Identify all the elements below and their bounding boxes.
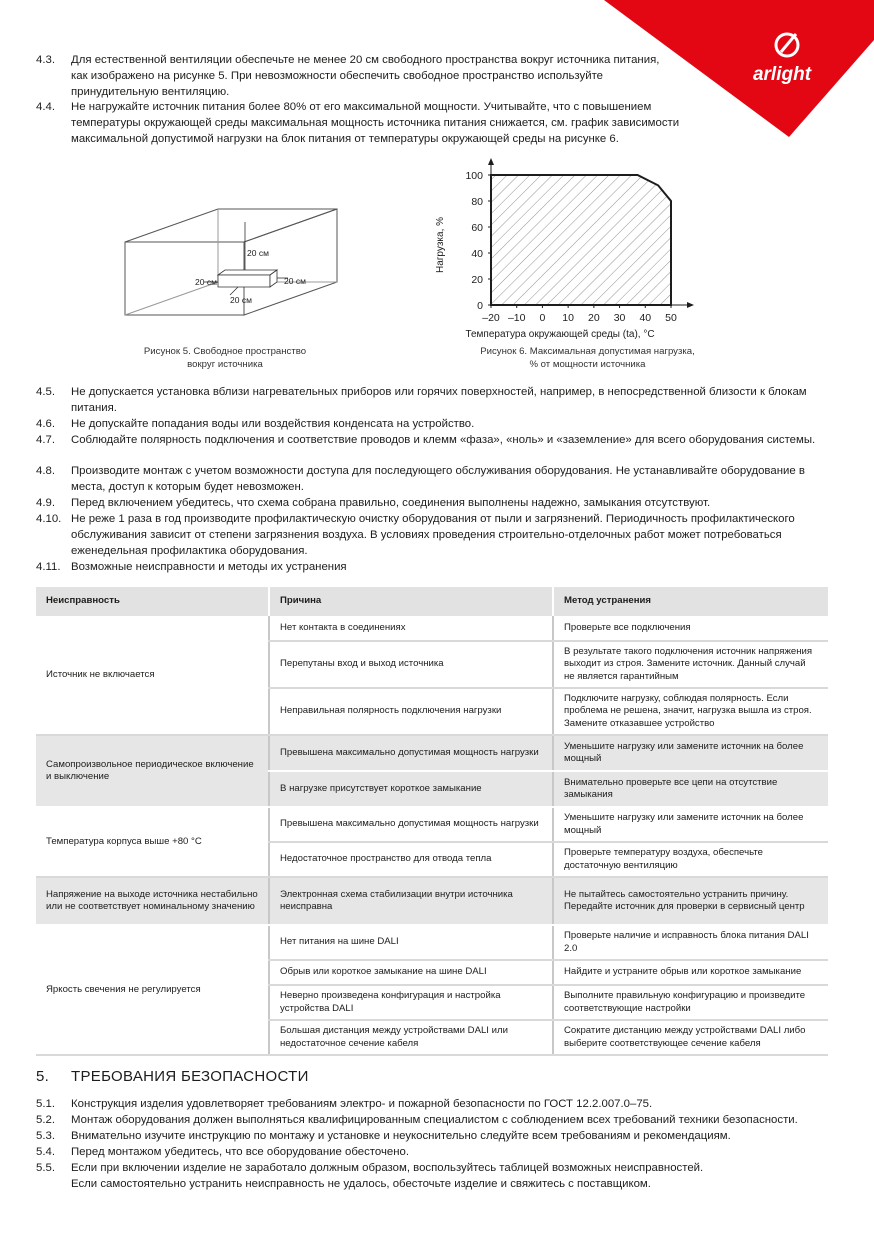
item-text: Если при включении изделие не заработало должным образом, воспользуйтесь таблицей возможных неисправностей. Если самостоятельно устранить неисправность не удалось, обесточьте изделие и свяжитесь с поставщиком. <box>71 1162 704 1190</box>
cause-cell: Неверно произведена конфигурация и настройка устройства DALI <box>269 985 553 1020</box>
problem-cell: Яркость свечения не регулируется <box>36 925 269 1055</box>
x-tick-label: 10 <box>562 312 574 324</box>
item-number: 5.4. <box>36 1146 55 1158</box>
x-tick-label: 30 <box>613 312 626 324</box>
cause-cell: Превышена максимально допустимая мощность нагрузки <box>269 735 553 771</box>
box-top-face <box>125 209 337 242</box>
item-text: Перед монтажом убедитесь, что все оборудование обесточено. <box>71 1146 410 1158</box>
item-number: 5.3. <box>36 1130 55 1142</box>
fix-cell: Уменьшите нагрузку или замените источник на более мощный <box>553 807 828 842</box>
problem-cell: Напряжение на выходе источника нестабильно или не соответствует номинальному значению <box>36 877 269 925</box>
item-text: Конструкция изделия удовлетворяет требованиям электро- и пожарной безопасности по ГОСТ 12.2.007.0–75. <box>71 1098 653 1110</box>
cause-cell: Неправильная полярность подключения нагрузки <box>269 688 553 735</box>
figure-5-diagram <box>110 200 360 325</box>
list-item <box>36 463 836 495</box>
cause-cell: В нагрузке присутствует короткое замыкание <box>269 771 553 807</box>
item-number: 4.5. <box>36 386 55 398</box>
item-text: Для естественной вентиляции обеспечьте не менее 20 см свободного пространства вокруг источника питания, как изображено на рисунке 5. При невозможности обеспечить свободное пространство используйте принудительную вентиляцию. <box>71 54 660 98</box>
column-header: Неисправность <box>36 587 269 616</box>
fix-cell: Сократите дистанцию между устройствами DALI либо выберите соответствующее сечение кабеля <box>553 1020 828 1055</box>
list-item <box>36 1096 836 1112</box>
item-number: 5.5. <box>36 1162 55 1174</box>
caption-line: Рисунок 5. Свободное пространство <box>143 346 307 357</box>
list-item <box>36 52 836 100</box>
problem-cell: Самопроизвольное периодическое включение и выключение <box>36 735 269 807</box>
table-row <box>36 616 828 641</box>
x-tick-label: 0 <box>539 312 546 324</box>
box-side-face <box>244 209 337 315</box>
fix-cell: Проверьте все подключения <box>553 616 828 641</box>
faults-table <box>36 587 828 1056</box>
figure-5-caption <box>120 346 330 371</box>
table-row <box>36 735 828 771</box>
table-header-row <box>36 587 828 616</box>
figure-6-chart <box>425 155 715 345</box>
column-header: Причина <box>269 587 553 616</box>
list-item <box>36 495 836 511</box>
fix-cell: Проверьте температуру воздуха, обеспечьте достаточную вентиляцию <box>553 842 828 877</box>
list-item <box>36 559 836 575</box>
y-axis-arrow-icon <box>488 158 494 165</box>
x-tick-label: 40 <box>639 312 652 324</box>
item-number: 4.10. <box>36 513 62 525</box>
item-number: 4.8. <box>36 465 55 477</box>
item-number: 4.11. <box>36 561 61 573</box>
list-item <box>36 416 836 432</box>
cause-cell: Нет контакта в соединениях <box>269 616 553 641</box>
section-number: 5. <box>36 1068 50 1085</box>
item-number: 5.1. <box>36 1098 55 1110</box>
list-item <box>36 1144 836 1160</box>
table-row <box>36 807 828 842</box>
item-text: Перед включением убедитесь, что схема собрана правильно, соединения выполнены надежно, замыкания отсутствуют. <box>71 497 711 509</box>
label-top: 20 см <box>247 248 269 258</box>
item-text: Производите монтаж с учетом возможности доступа для последующего обслуживания оборудования. Не устанавливайте оборудование в места, доступ к которым будет невозможен. <box>71 465 805 493</box>
list-item <box>36 1128 836 1144</box>
list-item <box>36 432 836 448</box>
fix-cell: Проверьте наличие и исправность блока питания DALI 2.0 <box>553 925 828 960</box>
item-number: 4.3. <box>36 54 55 66</box>
label-left: 20 см <box>195 277 217 287</box>
x-tick-label: –10 <box>507 312 526 324</box>
column-header: Метод устранения <box>553 587 828 616</box>
fix-cell: В результате такого подключения источник напряжения выходит из строя. Замените источник. Данный случай не является гарантийным <box>553 641 828 688</box>
chart-x-label: Температура окружающей среды (ta), °C <box>465 329 655 340</box>
caption-line: Рисунок 6. Максимальная допустимая нагрузка, <box>480 346 695 357</box>
x-tick-label: 50 <box>665 312 677 324</box>
list-item <box>36 384 836 416</box>
fix-cell: Найдите и устраните обрыв или короткое замыкание <box>553 960 828 985</box>
cause-cell: Перепутаны вход и выход источника <box>269 641 553 688</box>
item-text: Соблюдайте полярность подключения и соответствие проводов и клемм «фаза», «ноль» и «заземление» для всего оборудования системы. <box>71 434 816 446</box>
table-row <box>36 877 828 925</box>
y-tick-label: 60 <box>471 222 483 234</box>
item-number: 4.7. <box>36 434 55 446</box>
item-number: 4.4. <box>36 101 55 113</box>
item-text: Монтаж оборудования должен выполняться квалифицированным специалистом с соблюдением всех требований техники безопасности. <box>71 1114 798 1126</box>
cause-cell: Нет питания на шине DALI <box>269 925 553 960</box>
list-item <box>36 1112 836 1128</box>
label-right: 20 см <box>284 276 306 286</box>
fix-cell: Выполните правильную конфигурацию и произведите соответствующие настройки <box>553 985 828 1020</box>
section-title: ТРЕБОВАНИЯ БЕЗОПАСНОСТИ <box>71 1068 309 1085</box>
load-area <box>491 175 671 305</box>
item-number: 4.6. <box>36 418 55 430</box>
table-row <box>36 925 828 960</box>
figure-6-caption <box>455 346 720 371</box>
x-tick-label: –20 <box>482 312 500 324</box>
psu-block <box>218 270 277 287</box>
fix-cell: Уменьшите нагрузку или замените источник на более мощный <box>553 735 828 771</box>
fix-cell: Внимательно проверьте все цепи на отсутствие замыкания <box>553 771 828 807</box>
cause-cell: Большая дистанция между устройствами DALI или недостаточное сечение кабеля <box>269 1020 553 1055</box>
item-number: 5.2. <box>36 1114 55 1126</box>
caption-line: % от мощности источника <box>529 358 646 370</box>
chart-y-label: Нагрузка, % <box>435 216 446 274</box>
problem-cell: Источник не включается <box>36 616 269 735</box>
item-text: Не нагружайте источник питания более 80% от его максимальной мощности. Учитывайте, что с повышением температуры окружающей среды максимальная мощность источника питания снижается, см. график зависимости максимальной допустимой нагрузки на блок питания от температуры окружающей среды на рисунке 6. <box>71 101 680 145</box>
item-text: Возможные неисправности и методы их устранения <box>71 561 347 573</box>
section-heading <box>36 1068 309 1085</box>
list-item <box>36 511 836 559</box>
problem-cell: Температура корпуса выше +80 °С <box>36 807 269 877</box>
x-axis-arrow-icon <box>687 302 694 308</box>
cause-cell: Электронная схема стабилизации внутри источника неисправна <box>269 877 553 925</box>
list-item <box>36 99 836 147</box>
item-number: 4.9. <box>36 497 55 509</box>
item-text: Не допускается установка вблизи нагревательных приборов или горячих поверхностей, например, в непосредственной близости к блокам питания. <box>71 386 807 414</box>
item-text: Внимательно изучите инструкцию по монтажу и установке и неукоснительно следуйте всем требованиям и рекомендациям. <box>71 1130 731 1142</box>
item-text: Не допускайте попадания воды или воздействия конденсата на устройство. <box>71 418 475 430</box>
y-tick-label: 40 <box>471 248 483 260</box>
cause-cell: Превышена максимально допустимая мощность нагрузки <box>269 807 553 842</box>
caption-line: вокруг источника <box>187 358 263 370</box>
list-item <box>36 1160 836 1192</box>
y-tick-label: 100 <box>465 170 483 182</box>
brand-logo: arlight <box>752 64 812 85</box>
x-tick-label: 20 <box>588 312 600 324</box>
y-tick-label: 20 <box>471 274 483 286</box>
cause-cell: Недостаточное пространство для отвода тепла <box>269 842 553 877</box>
fix-cell: Подключите нагрузку, соблюдая полярность. Если проблема не решена, значит, нагрузка вышла из строя. Замените отказавшее устройство <box>553 688 828 735</box>
y-tick-label: 0 <box>477 300 483 312</box>
label-front: 20 см <box>230 295 252 305</box>
item-text: Не реже 1 раза в год производите профилактическую очистку оборудования от пыли и загрязнений. Периодичность профилактического обслуживания зависит от степени загрязнения воздуха. В условиях проведения строительно-отделочных работ может потребоваться еженедельная профилактика оборудования. <box>71 513 795 557</box>
fix-cell: Не пытайтесь самостоятельно устранить причину. Передайте источник для проверки в сервисный центр <box>553 877 828 925</box>
y-tick-label: 80 <box>471 196 483 208</box>
cause-cell: Обрыв или короткое замыкание на шине DALI <box>269 960 553 985</box>
chart-plot <box>491 175 671 305</box>
